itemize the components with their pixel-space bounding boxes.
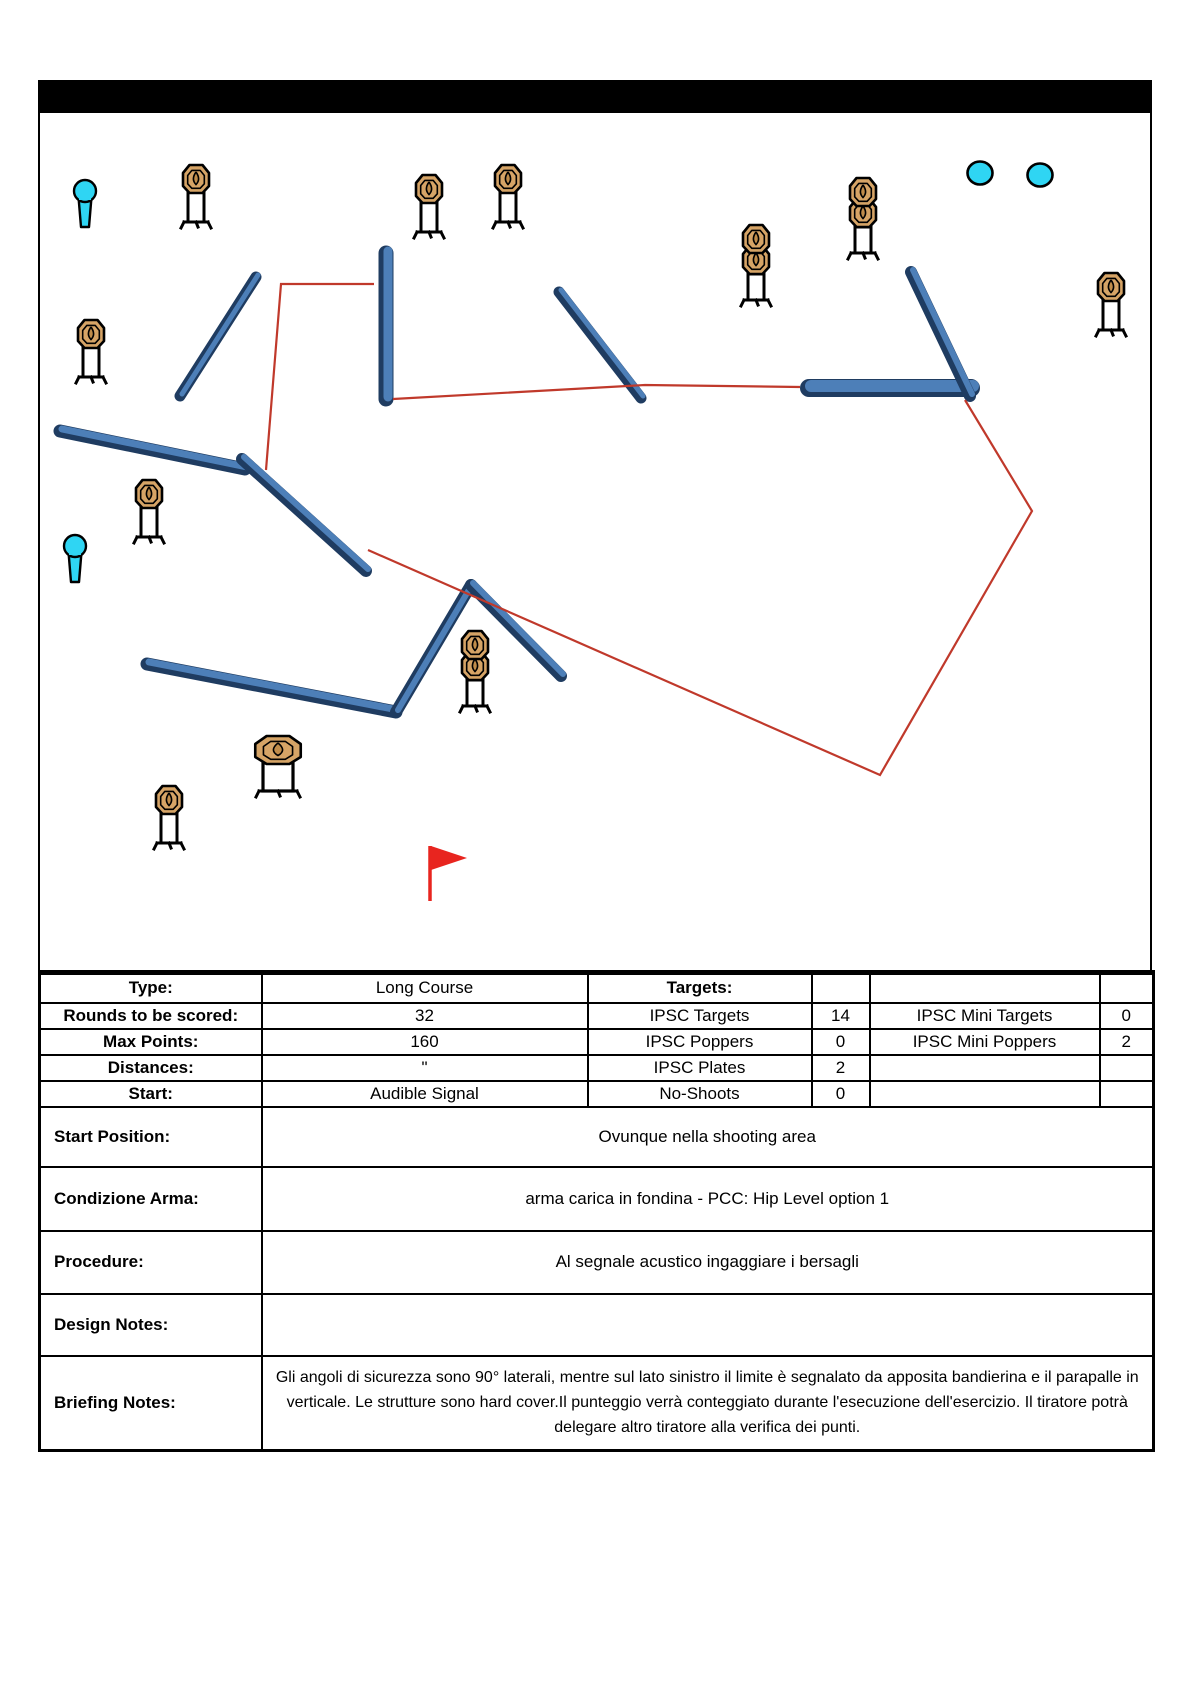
wall-barrier xyxy=(559,290,643,398)
diagram-canvas-wrap xyxy=(38,113,1152,970)
value-cell: IPSC Targets xyxy=(588,1003,812,1029)
wall-barrier xyxy=(147,662,398,712)
value-cell: 160 xyxy=(262,1029,588,1055)
row-label: Start: xyxy=(40,1081,262,1107)
mini-popper xyxy=(74,180,96,227)
row-label: Distances: xyxy=(40,1055,262,1081)
value-cell: IPSC Mini Poppers xyxy=(870,1029,1100,1055)
ipsc-target xyxy=(493,165,523,228)
row-label: Rounds to be scored: xyxy=(40,1003,262,1029)
wall-barrier xyxy=(386,251,388,399)
shooting-area-boundary xyxy=(266,284,374,470)
ipsc-target xyxy=(181,165,211,228)
ipsc-target xyxy=(76,320,106,383)
ipsc-target xyxy=(154,786,184,849)
boundary-flag xyxy=(430,846,467,901)
value-cell: arma carica in fondina - PCC: Hip Level option 1 xyxy=(262,1167,1154,1231)
value-cell: 0 xyxy=(1100,1003,1154,1029)
wall-barrier xyxy=(911,270,972,396)
value-cell: IPSC Poppers xyxy=(588,1029,812,1055)
value-cell: IPSC Plates xyxy=(588,1055,812,1081)
row-label: Type: xyxy=(40,973,262,1003)
ipsc-mini-target-stack xyxy=(741,225,771,306)
wall-barrier xyxy=(180,275,258,396)
ipsc-target xyxy=(134,480,164,543)
row-label: Design Notes: xyxy=(40,1294,262,1356)
empty-cell xyxy=(870,1055,1100,1081)
diagram-header-bar xyxy=(38,80,1152,113)
value-cell: 32 xyxy=(262,1003,588,1029)
ipsc-target-wide xyxy=(255,736,301,797)
empty-cell xyxy=(1100,1055,1154,1081)
wall-barrier xyxy=(60,429,247,469)
ipsc-target xyxy=(414,175,444,238)
value-cell: 0 xyxy=(812,1081,870,1107)
value-cell: Ovunque nella shooting area xyxy=(262,1107,1154,1167)
ipsc-target xyxy=(1096,273,1126,336)
targets-header: Targets: xyxy=(588,973,812,1003)
wall-barrier xyxy=(809,386,973,388)
steel-plate xyxy=(1028,164,1053,187)
stage-diagram-canvas xyxy=(40,113,1150,970)
value-cell: Audible Signal xyxy=(262,1081,588,1107)
empty-cell xyxy=(870,973,1100,1003)
value-cell: IPSC Mini Targets xyxy=(870,1003,1100,1029)
value-cell: Long Course xyxy=(262,973,588,1003)
stage-info-table xyxy=(38,970,1155,1452)
value-cell: " xyxy=(262,1055,588,1081)
mini-popper xyxy=(64,535,86,582)
ipsc-mini-target-stack xyxy=(848,178,878,259)
value-cell: 2 xyxy=(1100,1029,1154,1055)
ipsc-mini-target-stack xyxy=(460,631,490,712)
empty-cell xyxy=(870,1081,1100,1107)
empty-cell xyxy=(812,973,870,1003)
row-label: Procedure: xyxy=(40,1231,262,1294)
value-cell: 2 xyxy=(812,1055,870,1081)
value-cell: Gli angoli di sicurezza sono 90° laterali, mentre sul lato sinistro il limite è segnalato da apposita bandierina e il parapalle in verticale. Le strutture sono hard cover.Il punteggio verrà conteggiato durante l'esecuzione dell'esercizio. Il tiratore potrà delegare altro tiratore alla verifica dei punti. xyxy=(262,1356,1154,1451)
row-label: Briefing Notes: xyxy=(40,1356,262,1451)
value-cell: No-Shoots xyxy=(588,1081,812,1107)
row-label: Max Points: xyxy=(40,1029,262,1055)
value-cell: 14 xyxy=(812,1003,870,1029)
stage-diagram xyxy=(38,80,1152,970)
shooting-area-boundary xyxy=(393,385,800,399)
row-label: Condizione Arma: xyxy=(40,1167,262,1231)
empty-cell xyxy=(1100,1081,1154,1107)
row-label: Start Position: xyxy=(40,1107,262,1167)
wall-barrier xyxy=(242,457,368,571)
steel-plate xyxy=(968,162,993,185)
value-cell: Al segnale acustico ingaggiare i bersagli xyxy=(262,1231,1154,1294)
empty-cell xyxy=(262,1294,1154,1356)
value-cell: 0 xyxy=(812,1029,870,1055)
empty-cell xyxy=(1100,973,1154,1003)
